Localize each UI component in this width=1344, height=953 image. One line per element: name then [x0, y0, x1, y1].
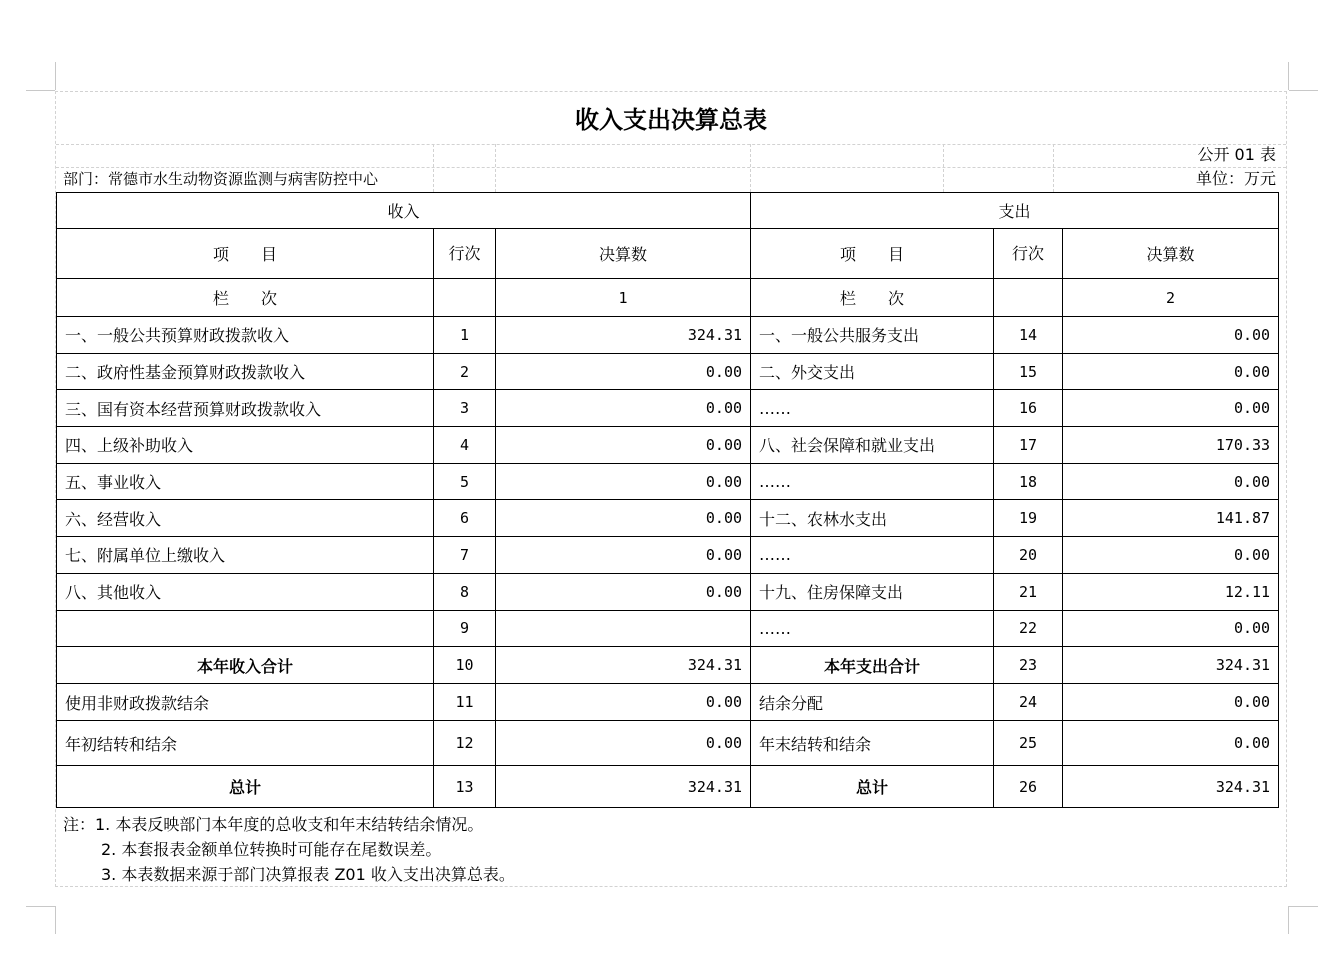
row-number: 11 [434, 684, 496, 721]
row-number: 1 [434, 317, 496, 354]
table-row [57, 463, 1279, 500]
income-carryover-amount: 0.00 [496, 721, 751, 766]
amount-header: 决算数 [1063, 229, 1279, 279]
table-row [57, 390, 1279, 427]
section-header-row [57, 193, 1279, 229]
gridline [433, 144, 434, 192]
income-carryover-label: 年初结转和结余 [57, 721, 434, 766]
income-amount [496, 610, 751, 647]
report-title: 收入支出决算总表 [575, 105, 767, 134]
row-number: 18 [994, 463, 1063, 500]
amount-header: 决算数 [496, 229, 751, 279]
expense-item-name: 十二、农林水支出 [751, 500, 994, 537]
row-number: 20 [994, 537, 1063, 574]
income-amount: 324.31 [496, 317, 751, 354]
item-header: 项 目 [751, 229, 994, 279]
income-subtotal-label: 本年收入合计 [57, 647, 434, 684]
expense-item-name: …… [751, 537, 994, 574]
column-index: 2 [1063, 279, 1279, 317]
row-number: 21 [994, 573, 1063, 610]
carryover-row [57, 721, 1279, 766]
expense-amount: 141.87 [1063, 500, 1279, 537]
row-number: 17 [994, 427, 1063, 464]
crop-mark [1289, 906, 1318, 907]
expense-subtotal-amount: 324.31 [1063, 647, 1279, 684]
column-index-row [57, 279, 1279, 317]
expense-balance-label: 结余分配 [751, 684, 994, 721]
unit-label: 单位：万元 [1195, 169, 1276, 188]
table-row [57, 500, 1279, 537]
expense-header: 支出 [751, 193, 1279, 229]
income-header: 收入 [57, 193, 751, 229]
row-number: 6 [434, 500, 496, 537]
row-number: 19 [994, 500, 1063, 537]
row-number: 16 [994, 390, 1063, 427]
table-row [57, 317, 1279, 354]
expense-total-amount: 324.31 [1063, 766, 1279, 808]
expense-carryover-label: 年末结转和结余 [751, 721, 994, 766]
expense-amount: 170.33 [1063, 427, 1279, 464]
income-item-name: 五、事业收入 [57, 463, 434, 500]
row-number: 3 [434, 390, 496, 427]
expense-item-name: …… [751, 610, 994, 647]
row-number: 15 [994, 353, 1063, 390]
lanci-label: 栏 次 [57, 279, 434, 317]
income-amount: 0.00 [496, 427, 751, 464]
expense-amount: 0.00 [1063, 610, 1279, 647]
income-item-name: 一、一般公共预算财政拨款收入 [57, 317, 434, 354]
income-amount: 0.00 [496, 500, 751, 537]
crop-mark [1288, 906, 1289, 934]
row-number: 2 [434, 353, 496, 390]
row-number: 14 [994, 317, 1063, 354]
expense-total-label: 总计 [751, 766, 994, 808]
income-item-name: 八、其他收入 [57, 573, 434, 610]
income-balance-label: 使用非财政拨款结余 [57, 684, 434, 721]
gridline [943, 144, 944, 192]
table-row [57, 353, 1279, 390]
row-number: 10 [434, 647, 496, 684]
crop-mark [26, 90, 55, 91]
row-number: 13 [434, 766, 496, 808]
row-number: 8 [434, 573, 496, 610]
column-header-row [57, 229, 1279, 279]
row-number: 12 [434, 721, 496, 766]
item-header: 项 目 [57, 229, 434, 279]
crop-mark [55, 62, 56, 90]
row-number: 4 [434, 427, 496, 464]
expense-balance-amount: 0.00 [1063, 684, 1279, 721]
total-row [57, 766, 1279, 808]
row-no-header: 行次 [994, 229, 1063, 279]
income-subtotal-amount: 324.31 [496, 647, 751, 684]
income-amount: 0.00 [496, 463, 751, 500]
income-total-label: 总计 [57, 766, 434, 808]
crop-mark [55, 906, 56, 934]
budget-table [56, 192, 1279, 808]
gridline [56, 144, 1286, 145]
footnotes [63, 812, 515, 887]
gridline [56, 167, 1286, 168]
expense-carryover-amount: 0.00 [1063, 721, 1279, 766]
form-number: 公开 01 表 [1197, 145, 1276, 164]
footnote: 2. 本套报表金额单位转换时可能存在尾数误差。 [101, 840, 442, 859]
table-row [57, 610, 1279, 647]
row-number: 9 [434, 610, 496, 647]
income-item-name: 七、附属单位上缴收入 [57, 537, 434, 574]
expense-item-name: 十九、住房保障支出 [751, 573, 994, 610]
subtotal-row [57, 647, 1279, 684]
income-item-name: 六、经营收入 [57, 500, 434, 537]
expense-amount: 0.00 [1063, 463, 1279, 500]
row-number: 22 [994, 610, 1063, 647]
table-row [57, 573, 1279, 610]
row-number: 25 [994, 721, 1063, 766]
footnote: 注：1. 本表反映部门本年度的总收支和年末结转结余情况。 [63, 815, 484, 834]
income-amount: 0.00 [496, 390, 751, 427]
income-item-name: 四、上级补助收入 [57, 427, 434, 464]
crop-mark [1289, 90, 1318, 91]
row-number: 26 [994, 766, 1063, 808]
row-number: 24 [994, 684, 1063, 721]
expense-item-name: 一、一般公共服务支出 [751, 317, 994, 354]
balance-row [57, 684, 1279, 721]
crop-mark [26, 906, 55, 907]
expense-amount: 0.00 [1063, 353, 1279, 390]
expense-amount: 12.11 [1063, 573, 1279, 610]
lanci-label: 栏 次 [751, 279, 994, 317]
table-row [57, 427, 1279, 464]
table-row [57, 537, 1279, 574]
income-amount: 0.00 [496, 353, 751, 390]
row-no-header: 行次 [434, 229, 496, 279]
footnote: 3. 本表数据来源于部门决算报表 Z01 收入支出决算总表。 [101, 865, 515, 884]
row-number: 23 [994, 647, 1063, 684]
expense-item-name: 八、社会保障和就业支出 [751, 427, 994, 464]
gridline [1053, 144, 1054, 192]
row-number: 7 [434, 537, 496, 574]
row-number: 5 [434, 463, 496, 500]
income-amount: 0.00 [496, 537, 751, 574]
crop-mark [1288, 62, 1289, 90]
expense-item-name: 二、外交支出 [751, 353, 994, 390]
expense-amount: 0.00 [1063, 537, 1279, 574]
income-item-name: 三、国有资本经营预算财政拨款收入 [57, 390, 434, 427]
income-amount: 0.00 [496, 573, 751, 610]
expense-subtotal-label: 本年支出合计 [751, 647, 994, 684]
gridline [495, 144, 496, 192]
column-index: 1 [496, 279, 751, 317]
income-total-amount: 324.31 [496, 766, 751, 808]
empty-cell [434, 279, 496, 317]
department-label: 部门：常德市水生动物资源监测与病害防控中心 [63, 170, 379, 188]
income-item-name: 二、政府性基金预算财政拨款收入 [57, 353, 434, 390]
gridline [750, 144, 751, 192]
expense-item-name: …… [751, 463, 994, 500]
expense-item-name: …… [751, 390, 994, 427]
expense-amount: 0.00 [1063, 317, 1279, 354]
empty-cell [994, 279, 1063, 317]
expense-amount: 0.00 [1063, 390, 1279, 427]
income-balance-amount: 0.00 [496, 684, 751, 721]
income-item-name [57, 610, 434, 647]
